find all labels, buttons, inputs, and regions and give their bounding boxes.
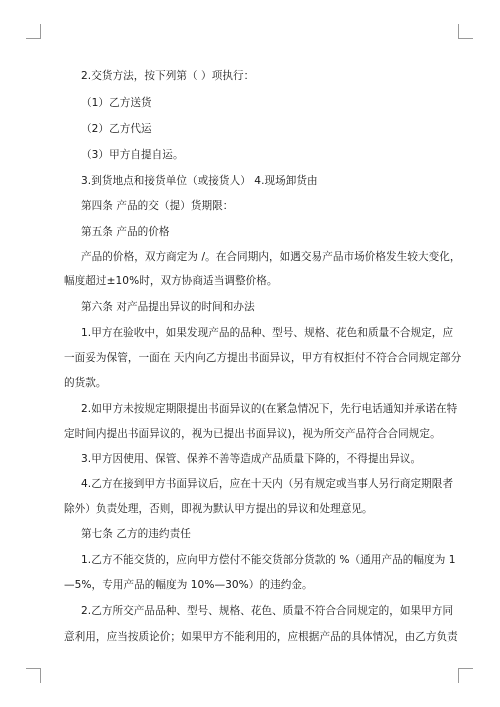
article-7-item-1-line-2: —5%，专用产品的幅度为 10%—30%）的违约金。 <box>64 579 313 591</box>
article-6-heading: 第六条 对产品提出异议的时间和办法 <box>81 301 255 313</box>
crop-mark-top-right <box>458 24 473 39</box>
article-7-item-1-line-1: 1.乙方不能交货的，应向甲方偿付不能交货部分货款的 %（通用产品的幅度为 1 <box>81 554 456 566</box>
article-6-item-3: 3.甲方因使用、保管、保养不善等造成产品质量下降的，不得提出异议。 <box>81 453 422 465</box>
article-5-text-line-1: 产品的价格，双方商定为 /。在合同期内，如遇交易产品市场价格发生较大变化， <box>81 251 461 263</box>
article-5-text-line-2: 幅度超过±10%时，双方协商适当调整价格。 <box>64 275 278 287</box>
crop-mark-bottom-right <box>458 668 473 683</box>
delivery-option-3: （3）甲方自提自运。 <box>81 149 184 161</box>
article-6-item-4-line-2: 除外）负责处理，否则，即视为默认甲方提出的异议和处理意见。 <box>64 503 373 515</box>
article-7-item-2-line-1: 2.乙方所交产品品种、型号、规格、花色、质量不符合合同规定的，如果甲方同 <box>81 605 454 617</box>
clause-delivery-location: 3.到货地点和接货单位（或接货人） 4.现场卸货由 <box>81 175 318 187</box>
article-6-item-2-line-2: 定时间内提出书面异议的，视为已提出书面异议)，视为所交产品符合合同规定。 <box>64 428 441 440</box>
article-5-heading: 第五条 产品的价格 <box>81 226 170 238</box>
article-6-item-1-line-3: 的货款。 <box>64 377 107 389</box>
crop-mark-bottom-left <box>26 668 41 683</box>
article-7-heading: 第七条 乙方的违约责任 <box>81 528 191 540</box>
article-4-heading: 第四条 产品的交（提）货期限： <box>81 200 234 212</box>
crop-mark-top-left <box>26 24 41 39</box>
article-6-item-1-line-2: 一面妥为保管，一面在 天内向乙方提出书面异议，甲方有权拒付不符合合同规定部分 <box>64 352 462 364</box>
article-6-item-2-line-1: 2.如甲方未按规定期限提出书面异议的(在紧急情况下，先行电话通知并承诺在特 <box>81 403 458 415</box>
article-7-item-2-line-2: 意利用，应当按质论价；如果甲方不能利用的，应根据产品的具体情况，由乙方负责 <box>64 631 458 643</box>
clause-delivery-method: 2.交货方法，按下列第（ ）项执行： <box>81 70 255 82</box>
article-6-item-4-line-1: 4.乙方在接到甲方书面异议后，应在十天内（另有规定或当事人另行商定期限者 <box>81 478 454 490</box>
article-6-item-1-line-1: 1.甲方在验收中，如果发现产品的品种、型号、规格、花色和质量不合规定，应 <box>81 327 454 339</box>
delivery-option-1: （1）乙方送货 <box>81 97 152 109</box>
delivery-option-2: （2）乙方代运 <box>81 123 152 135</box>
